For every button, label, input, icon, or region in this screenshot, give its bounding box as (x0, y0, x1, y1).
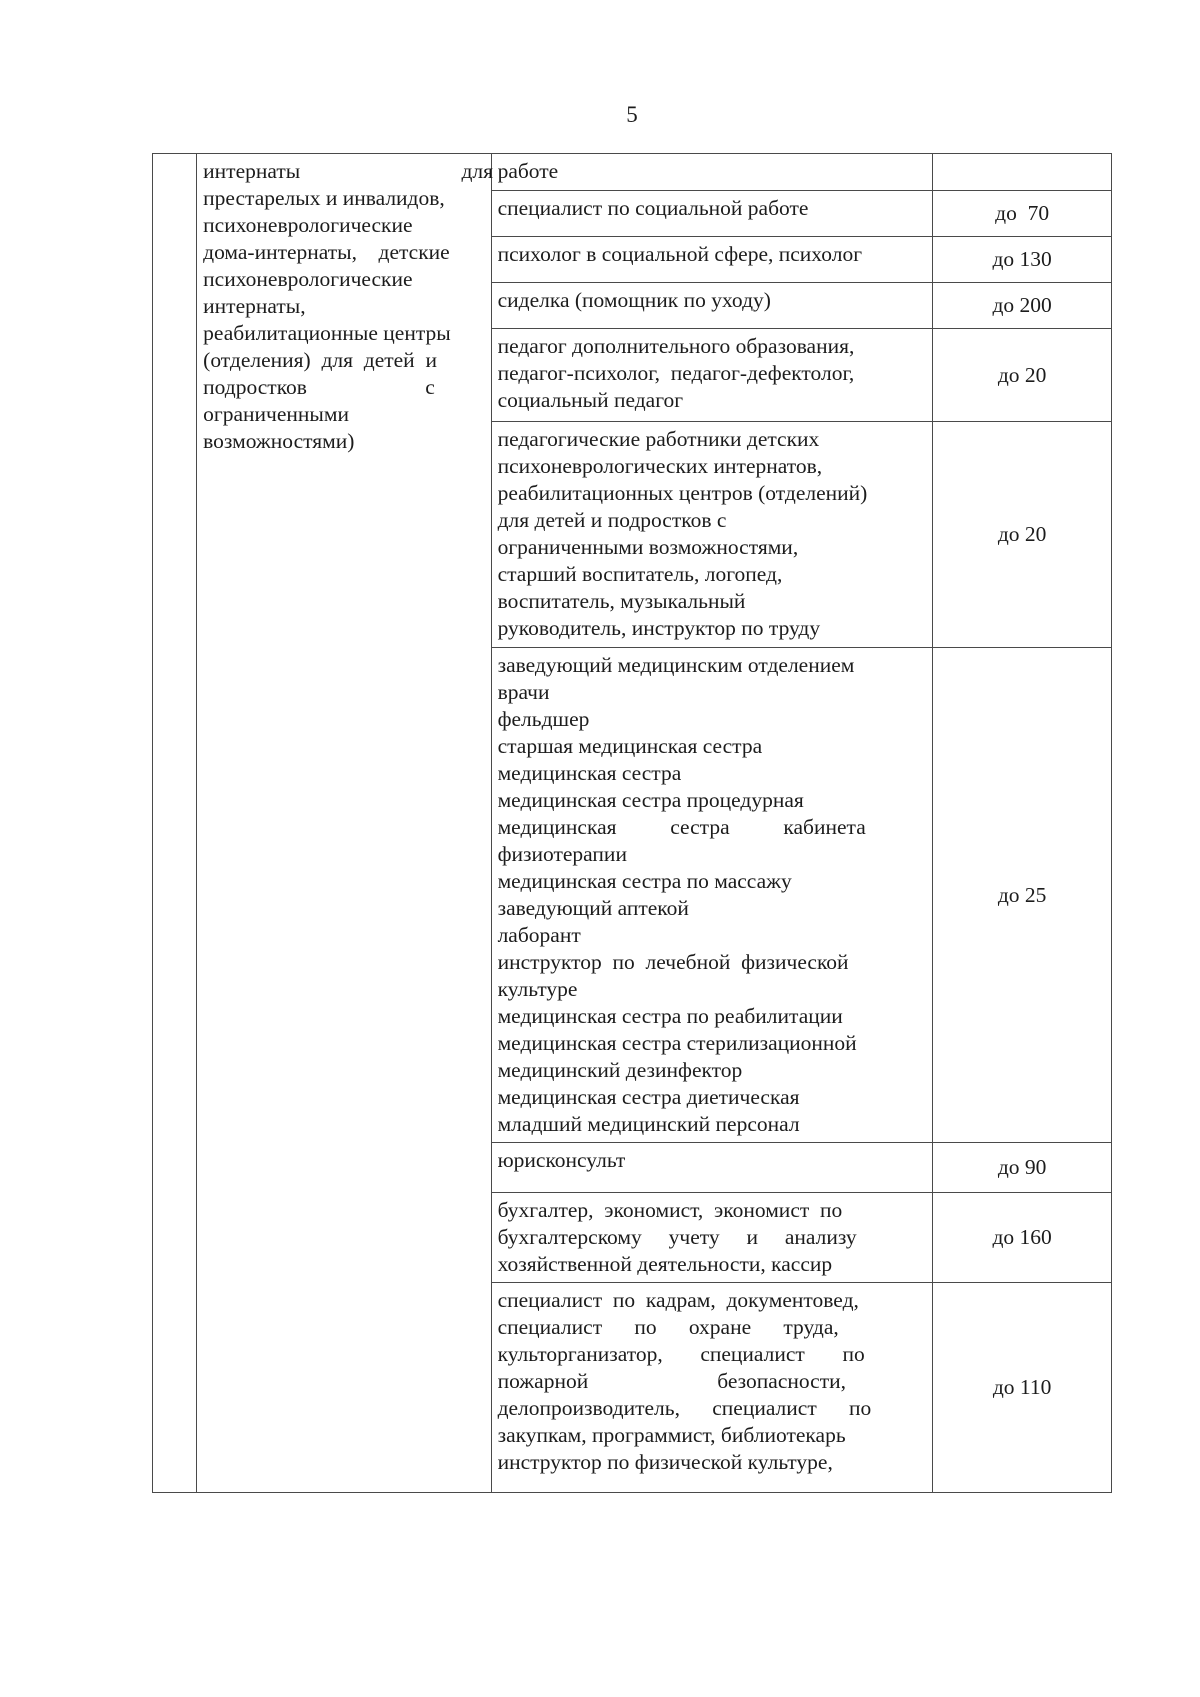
norm-value: до 20 (997, 362, 1047, 387)
norm-value: до 160 (992, 1225, 1052, 1249)
position-text-line: закупкам, программист, библиотекарь (497, 1423, 846, 1447)
institution-type-cell (197, 154, 491, 1493)
position-text-line: юрисконсульт (497, 1148, 626, 1172)
position-text-line: ограниченными возможностями, (497, 535, 799, 559)
position-text-line: инструктор по лечебной физической (497, 950, 849, 974)
position-text-line: культорганизатор, специалист по (497, 1342, 865, 1366)
position-text-line: для детей и подростков с (497, 508, 727, 532)
position-text-line: медицинская сестра диетическая (497, 1085, 800, 1109)
position-text-line: социальный педагог (497, 388, 684, 412)
position-text-line: педагог-психолог, педагог-дефектолог, (497, 361, 855, 385)
institution-text-line: психоневрологические (203, 267, 413, 291)
norm-value: до 110 (992, 1375, 1052, 1399)
position-text-line: медицинская сестра кабинета (497, 815, 866, 839)
norm-value: до 130 (992, 247, 1052, 271)
position-cell (491, 237, 933, 283)
position-cell (491, 154, 933, 191)
position-text-line: заведующий медицинским отделением (497, 653, 855, 677)
position-text-line: медицинская сестра по массажу (497, 869, 792, 893)
norm-value: до 200 (992, 293, 1052, 317)
position-text-line: специалист по кадрам, документовед, (497, 1288, 859, 1312)
norm-value: до 20 (997, 522, 1047, 546)
position-text-line: психолог в социальной сфере, психолог (497, 242, 863, 266)
institution-text-line: возможностями) (203, 429, 355, 453)
institution-text-line: психоневрологические (203, 213, 413, 237)
position-text-line: медицинская сестра стерилизационной (497, 1031, 857, 1055)
row-number-cell (153, 154, 197, 1493)
position-cell (491, 1283, 933, 1493)
norm-value-cell (933, 648, 1112, 1143)
institution-text-line: реабилитационные центры (203, 321, 451, 345)
position-text-line: делопроизводитель, специалист по (497, 1396, 872, 1420)
position-text-line: воспитатель, музыкальный (497, 589, 746, 613)
position-text-line: реабилитационных центров (отделений) (497, 481, 868, 505)
position-text-line: старшая медицинская сестра (497, 734, 763, 758)
norm-value-cell (933, 422, 1112, 648)
table-row (153, 154, 1112, 191)
institution-text-line: ограниченными (203, 402, 349, 426)
position-cell (491, 648, 933, 1143)
position-text-line: психоневрологических интернатов, (497, 454, 823, 478)
position-text-line: хозяйственной деятельности, кассир (497, 1252, 833, 1276)
position-text-line: бухгалтерскому учету и анализу (497, 1225, 857, 1249)
position-text-line: лаборант (497, 923, 581, 947)
position-text-line: педагог дополнительного образования, (497, 334, 855, 358)
norm-value-cell (933, 154, 1112, 191)
position-text-line: медицинская сестра процедурная (497, 788, 804, 812)
position-text-line: физиотерапии (497, 842, 627, 866)
position-text-line: фельдшер (497, 707, 590, 731)
norm-value: до 25 (997, 882, 1047, 907)
position-text-line: культуре (497, 977, 578, 1001)
position-text-line: старший воспитатель, логопед, (497, 562, 783, 586)
position-text-line: медицинская сестра (497, 761, 682, 785)
position-text-line: врачи (497, 680, 550, 704)
position-text-line: сиделка (помощник по уходу) (497, 288, 771, 312)
staffing-norms-table (152, 153, 1112, 1493)
norm-value-cell (933, 283, 1112, 329)
position-text-line: инструктор по физической культуре, (497, 1450, 833, 1474)
norm-value-cell (933, 191, 1112, 237)
institution-text-line: интернаты для (203, 159, 493, 183)
norm-value-cell (933, 1283, 1112, 1493)
page-number: 5 (626, 102, 638, 127)
position-cell (491, 283, 933, 329)
norm-value-cell (933, 237, 1112, 283)
institution-text-line: престарелых и инвалидов, (203, 186, 445, 210)
position-text-line: специалист по социальной работе (497, 196, 809, 220)
position-text-line: бухгалтер, экономист, экономист по (497, 1198, 843, 1222)
norm-value-cell (933, 1193, 1112, 1283)
institution-text-line: (отделения) для детей и (203, 348, 437, 372)
position-text-line: медицинский дезинфектор (497, 1058, 743, 1082)
position-text-line: пожарной безопасности, (497, 1369, 846, 1393)
position-text-line: руководитель, инструктор по труду (497, 616, 821, 640)
position-text-line: младший медицинский персонал (497, 1112, 800, 1136)
institution-text-line: интернаты, (203, 294, 306, 318)
position-text-line: педагогические работники детских (497, 427, 820, 451)
institution-text-line: подростков с (203, 375, 435, 399)
position-cell (491, 191, 933, 237)
norm-value-cell (933, 329, 1112, 422)
norm-value: до 70 (995, 201, 1050, 225)
norm-value: до 90 (997, 1155, 1047, 1179)
position-text-line: медицинская сестра по реабилитации (497, 1004, 843, 1028)
position-text-line: специалист по охране труда, (497, 1315, 839, 1339)
position-cell (491, 1193, 933, 1283)
position-cell (491, 1143, 933, 1193)
position-text-line: работе (497, 159, 559, 183)
position-cell (491, 329, 933, 422)
norm-value-cell (933, 1143, 1112, 1193)
position-text-line: заведующий аптекой (497, 896, 689, 920)
institution-text-line: дома-интернаты, детские (203, 240, 450, 264)
position-cell (491, 422, 933, 648)
